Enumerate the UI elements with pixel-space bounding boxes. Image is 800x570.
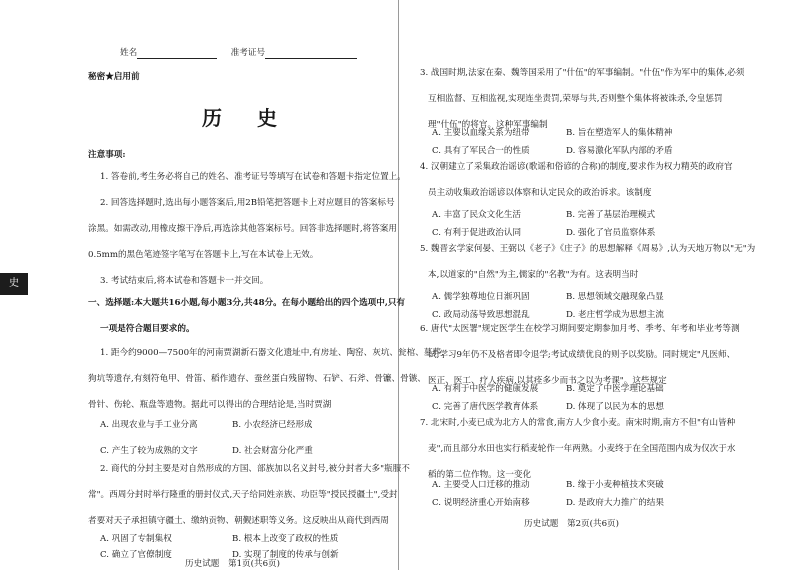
secret-mark: 秘密★启用前 [88, 72, 140, 82]
note-line: 2. 回答选择题时,选出每小题答案后,用2B铅笔把答题卡上对应题目的答案标号 [100, 198, 395, 208]
q6-option-c: C. 完善了唐代医学教育体系 [432, 402, 539, 412]
question-line: 员主动收集政治谣谚以体察和认定民众的政治诉求。该制度 [428, 188, 652, 198]
question-line: 5. 魏晋玄学家何晏、王弼以《老子》《庄子》的思想解释《周易》,认为天地万物以"无"为 [420, 244, 756, 254]
note-line: 0.5mm的黑色笔迹签字笔写在答题卡上,写在本试卷上无效。 [88, 250, 319, 260]
section-line-1: 一、选择题:本大题共16小题,每小题3分,共48分。在每小题给出的四个选项中,只有 [88, 298, 406, 308]
question-line: 者要对天子承担镇守疆土、缴纳贡物、朝觐述职等义务。这反映出从商代到西周 [88, 516, 389, 526]
q4-option-d: D. 强化了官员监察体系 [566, 228, 656, 238]
side-tab: 史 [0, 273, 28, 295]
question-line: 1. 距今约9000—7500年的河南贾湖新石器文化遗址中,有房址、陶窑、灰坑、瓮棺、墓葬, [100, 348, 444, 358]
question-1 [88, 340, 444, 418]
q4-option-b: B. 完善了基层治理模式 [566, 210, 656, 220]
q5-option-c: C. 政局动荡导致思想混乱 [432, 310, 530, 320]
question-line: 2. 商代的分封主要是对自然形成的方国、部族加以名义封号,被分封者大多"瓶服不 [100, 464, 410, 474]
q6-option-d: D. 体现了以民为本的思想 [566, 402, 664, 412]
question-7 [420, 410, 735, 488]
footer-right: 历史试题 第2页(共6页) [524, 519, 619, 529]
question-line: 稻的第二位作物。这一变化 [428, 470, 532, 480]
q7-option-b: B. 缘于小麦种植技术突破 [566, 480, 664, 490]
question-line: 骨针、伤轮、瓶盘等遗物。据此可以得出的合理结论是,当时贾湖 [88, 400, 332, 410]
q4-option-c: C. 有利于促进政治认同 [432, 228, 522, 238]
name-blank [137, 48, 217, 59]
question-5 [420, 236, 755, 288]
header-name-field [120, 48, 357, 59]
q2-option-c: C. 确立了官僚制度 [100, 550, 172, 560]
page-title: 历 史 [202, 106, 291, 130]
q2-option-a: A. 巩固了专制集权 [100, 534, 172, 544]
q2-option-d: D. 实现了制度的传承与创新 [232, 550, 339, 560]
q2-option-b: B. 根本上改变了政权的性质 [232, 534, 339, 544]
q1-option-a: A. 出现农业与手工业分离 [100, 420, 198, 430]
section-heading [88, 290, 405, 342]
q5-option-b: B. 思想领域交融现象凸显 [566, 292, 664, 302]
exam-id-label: 准考证号 [230, 48, 266, 58]
notes-list [88, 164, 406, 294]
question-line: 常"。西周分封时举行隆重的册封仪式,天子给同姓亲族、功臣等"授民授疆土",受封 [88, 490, 398, 500]
q6-option-a: A. 有利于中医学的健康发展 [432, 384, 539, 394]
question-line: 麦",而且部分水田也实行稻麦轮作一年两熟。小麦终于在全国范围内成为仅次于水 [428, 444, 736, 454]
question-line: 4. 汉朝建立了采集政治谣谚(歌谣和俗谚的合称)的制度,要求作为权力精英的政府官 [420, 162, 733, 172]
notes-heading: 注意事项: [88, 150, 126, 160]
q1-option-d: D. 社会财富分化严重 [232, 446, 313, 456]
note-line: 涂黑。如需改动,用橡皮擦干净后,再选涂其他答案标号。回答非选择题时,将答案用 [88, 224, 397, 234]
q3-option-a: A. 主要以血缘关系为纽带 [432, 128, 530, 138]
question-line: 6. 唐代"太医署"规定医学生在校学习期间要定期参加月考、季考、年考和毕业考等测 [420, 324, 740, 334]
question-4 [420, 154, 733, 206]
question-2 [88, 456, 410, 534]
exam-id-blank [265, 48, 357, 59]
footer-left: 历史试题 第1页(共6页) [185, 559, 280, 569]
q4-option-a: A. 丰富了民众文化生活 [432, 210, 522, 220]
q6-option-b: B. 奠定了中医学理论基础 [566, 384, 664, 394]
q3-option-c: C. 具有了军民合一的性质 [432, 146, 530, 156]
question-line: 3. 战国时期,法家在秦、魏等国采用了"什伍"的军事编制。"什伍"作为军中的集体,必须 [420, 68, 745, 78]
q1-option-c: C. 产生了较为成熟的文字 [100, 446, 198, 456]
name-label: 姓名 [120, 48, 138, 58]
q7-option-a: A. 主要受人口迁移的推动 [432, 480, 530, 490]
q7-option-c: C. 说明经济重心开始南移 [432, 498, 530, 508]
note-line: 3. 考试结束后,将本试卷和答题卡一并交回。 [100, 276, 269, 286]
question-line: 互相监督、互相监视,实现连坐责罚,荣辱与共,否则整个集体将被诛杀,令皇惩罚 [428, 94, 723, 104]
question-line: 狗坑等遗存,有刻符龟甲、骨笛、稻作遗存、蚕丝蛋白残留物、石铲、石斧、骨镰、骨镞、 [88, 374, 426, 384]
question-line: 7. 北宋时,小麦已成为北方人的常食,南方人少食小麦。南宋时期,南方不但"有山皆种 [420, 418, 736, 428]
q7-option-d: D. 是政府大力推广的结果 [566, 498, 664, 508]
question-line: 试,学习9年仍不及格者即令退学;考试成绩优良的则予以奖励。同时规定"凡医师、 [428, 350, 736, 360]
q1-option-b: B. 小农经济已经形成 [232, 420, 313, 430]
q3-option-b: B. 旨在塑造军人的集体精神 [566, 128, 673, 138]
question-line: 医正、医工、疗人疾病,以其痊多少而书之以为考课"。这些规定 [428, 376, 667, 386]
question-line: 理"什伍"的将官。这种军事编制 [428, 120, 548, 130]
note-line: 1. 答卷前,考生务必将自己的姓名、准考证号等填写在试卷和答题卡指定位置上。 [100, 172, 406, 182]
q5-option-d: D. 老庄哲学成为思想主流 [566, 310, 664, 320]
section-line-2: 一项是符合题目要求的。 [100, 324, 195, 334]
question-line: 本,以道家的"自然"为主,儒家的"名教"为有。这表明当时 [428, 270, 639, 280]
q3-option-d: D. 容易激化军队内部的矛盾 [566, 146, 673, 156]
q5-option-a: A. 儒学独尊地位日渐巩固 [432, 292, 530, 302]
